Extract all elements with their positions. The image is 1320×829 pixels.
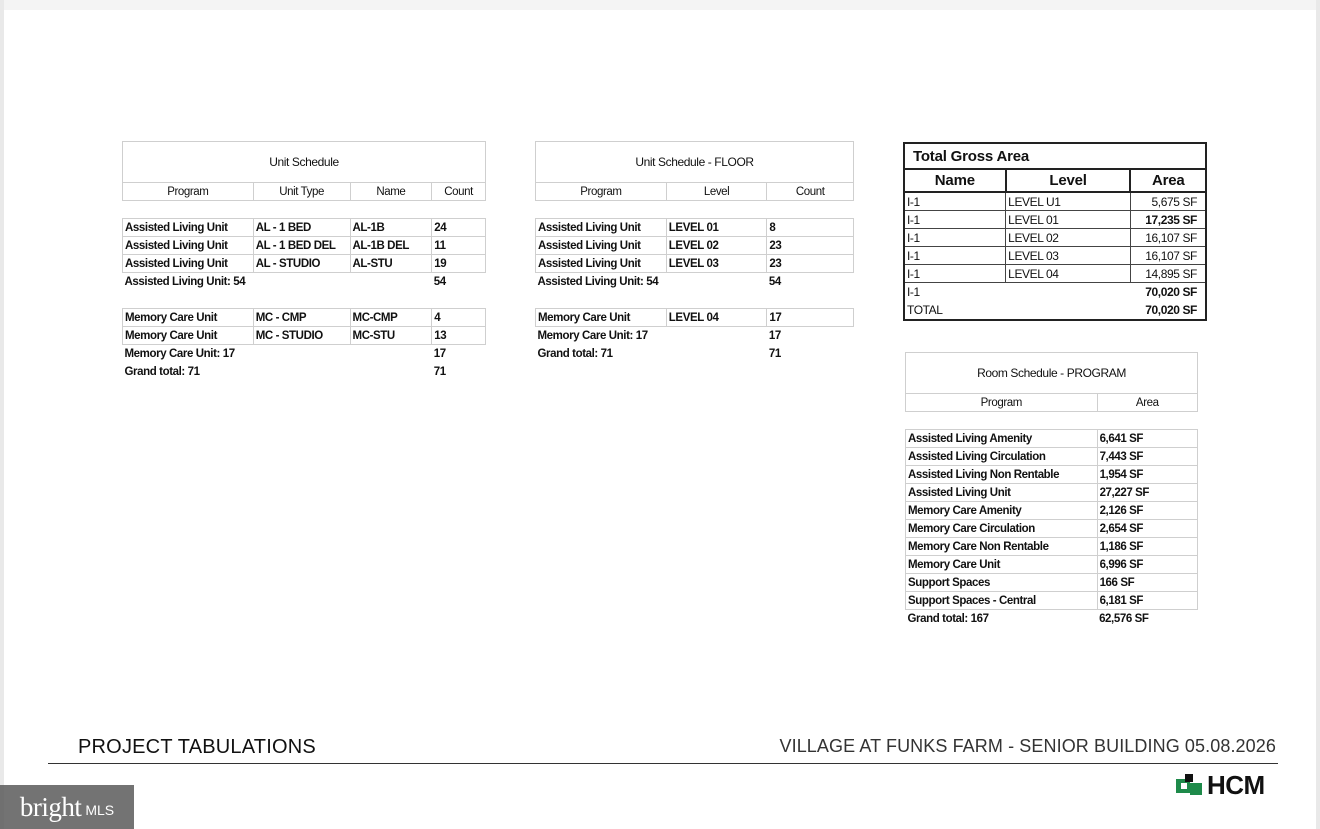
table-row: Support Spaces - Central 6,181 SF — [906, 592, 1198, 610]
table-row: Assisted Living Unit AL - STUDIO AL-STU 19 — [123, 255, 486, 273]
room-schedule-title: Room Schedule - PROGRAM — [906, 353, 1198, 394]
table-row: I-1 LEVEL 03 16,107 SF — [904, 247, 1206, 265]
table-row: Assisted Living Unit 27,227 SF — [906, 484, 1198, 502]
table-row: Support Spaces 166 SF — [906, 574, 1198, 592]
table-row: Assisted Living Unit AL - 1 BED DEL AL-1B DEL 11 — [123, 237, 486, 255]
table-row: Assisted Living Amenity 6,641 SF — [906, 430, 1198, 448]
table-row: Assisted Living Unit AL - 1 BED AL-1B 24 — [123, 219, 486, 237]
table-row: Memory Care Unit LEVEL 04 17 — [536, 309, 854, 327]
column-header: Level — [666, 183, 767, 201]
table-row: Memory Care Unit MC - CMP MC-CMP 4 — [123, 309, 486, 327]
footer-divider — [48, 763, 1278, 764]
grand-total-row: Grand total: 71 71 — [124, 366, 446, 378]
table-row: I-1 LEVEL 04 14,895 SF — [904, 265, 1206, 283]
table-row: Memory Care Unit MC - STUDIO MC-STU 13 — [123, 327, 486, 345]
gross-area-title: Total Gross Area — [904, 143, 1206, 169]
column-header: Area — [1130, 169, 1206, 192]
table-row: Memory Care Non Rentable 1,186 SF — [906, 538, 1198, 556]
column-header: Program — [906, 394, 1098, 412]
unit-schedule-floor-title: Unit Schedule - FLOOR — [536, 142, 854, 183]
table-row: Memory Care Amenity 2,126 SF — [906, 502, 1198, 520]
subtotal-row: Assisted Living Unit: 54 54 — [124, 276, 446, 288]
column-header: Area — [1097, 394, 1197, 412]
hcm-logo — [1176, 770, 1265, 801]
table-row: Assisted Living Unit LEVEL 01 8 — [536, 219, 854, 237]
sheet-title: PROJECT TABULATIONS — [78, 736, 316, 758]
table-row: Memory Care Circulation 2,654 SF — [906, 520, 1198, 538]
hcm-logo-icon — [1176, 774, 1202, 798]
project-name-date: VILLAGE AT FUNKS FARM - SENIOR BUILDING 05.08.2026 — [779, 736, 1276, 756]
grand-total-row: Grand total: 167 62,576 SF — [907, 613, 1149, 625]
table-row: Memory Care Unit 6,996 SF — [906, 556, 1198, 574]
logo-text: HCM — [1207, 770, 1265, 800]
column-header: Program — [536, 183, 667, 201]
table-row: I-1 LEVEL 02 16,107 SF — [904, 229, 1206, 247]
room-schedule-table — [905, 352, 1198, 628]
unit-schedule-title: Unit Schedule — [123, 142, 486, 183]
table-row: I-1 LEVEL 01 17,235 SF — [904, 211, 1206, 229]
column-header: Count — [432, 183, 486, 201]
column-header: Program — [123, 183, 254, 201]
table-row: Assisted Living Unit LEVEL 02 23 — [536, 237, 854, 255]
column-header: Name — [350, 183, 432, 201]
column-header: Unit Type — [253, 183, 350, 201]
brightmls-watermark — [0, 785, 134, 829]
subtotal-row: Assisted Living Unit: 54 54 — [537, 276, 781, 288]
subtotal-row: I-1 70,020 SF — [904, 283, 1206, 302]
subtotal-row: Memory Care Unit: 17 17 — [124, 348, 446, 360]
total-gross-area-table — [903, 142, 1207, 321]
unit-schedule-table — [122, 141, 486, 381]
table-row: Assisted Living Unit LEVEL 03 23 — [536, 255, 854, 273]
table-row: I-1 LEVEL U1 5,675 SF — [904, 192, 1206, 211]
total-row: TOTAL 70,020 SF — [907, 303, 1197, 317]
top-band — [4, 0, 1316, 10]
watermark-brand: bright — [19, 791, 82, 822]
table-row: Assisted Living Circulation 7,443 SF — [906, 448, 1198, 466]
column-header: Count — [767, 183, 854, 201]
column-header: Name — [904, 169, 1006, 192]
unit-schedule-floor-table — [535, 141, 854, 363]
watermark-suffix: MLS — [85, 802, 115, 818]
grand-total-row: Grand total: 71 71 — [537, 348, 781, 360]
column-header: Level — [1006, 169, 1131, 192]
subtotal-row: Memory Care Unit: 17 17 — [537, 330, 781, 342]
table-row: Assisted Living Non Rentable 1,954 SF — [906, 466, 1198, 484]
